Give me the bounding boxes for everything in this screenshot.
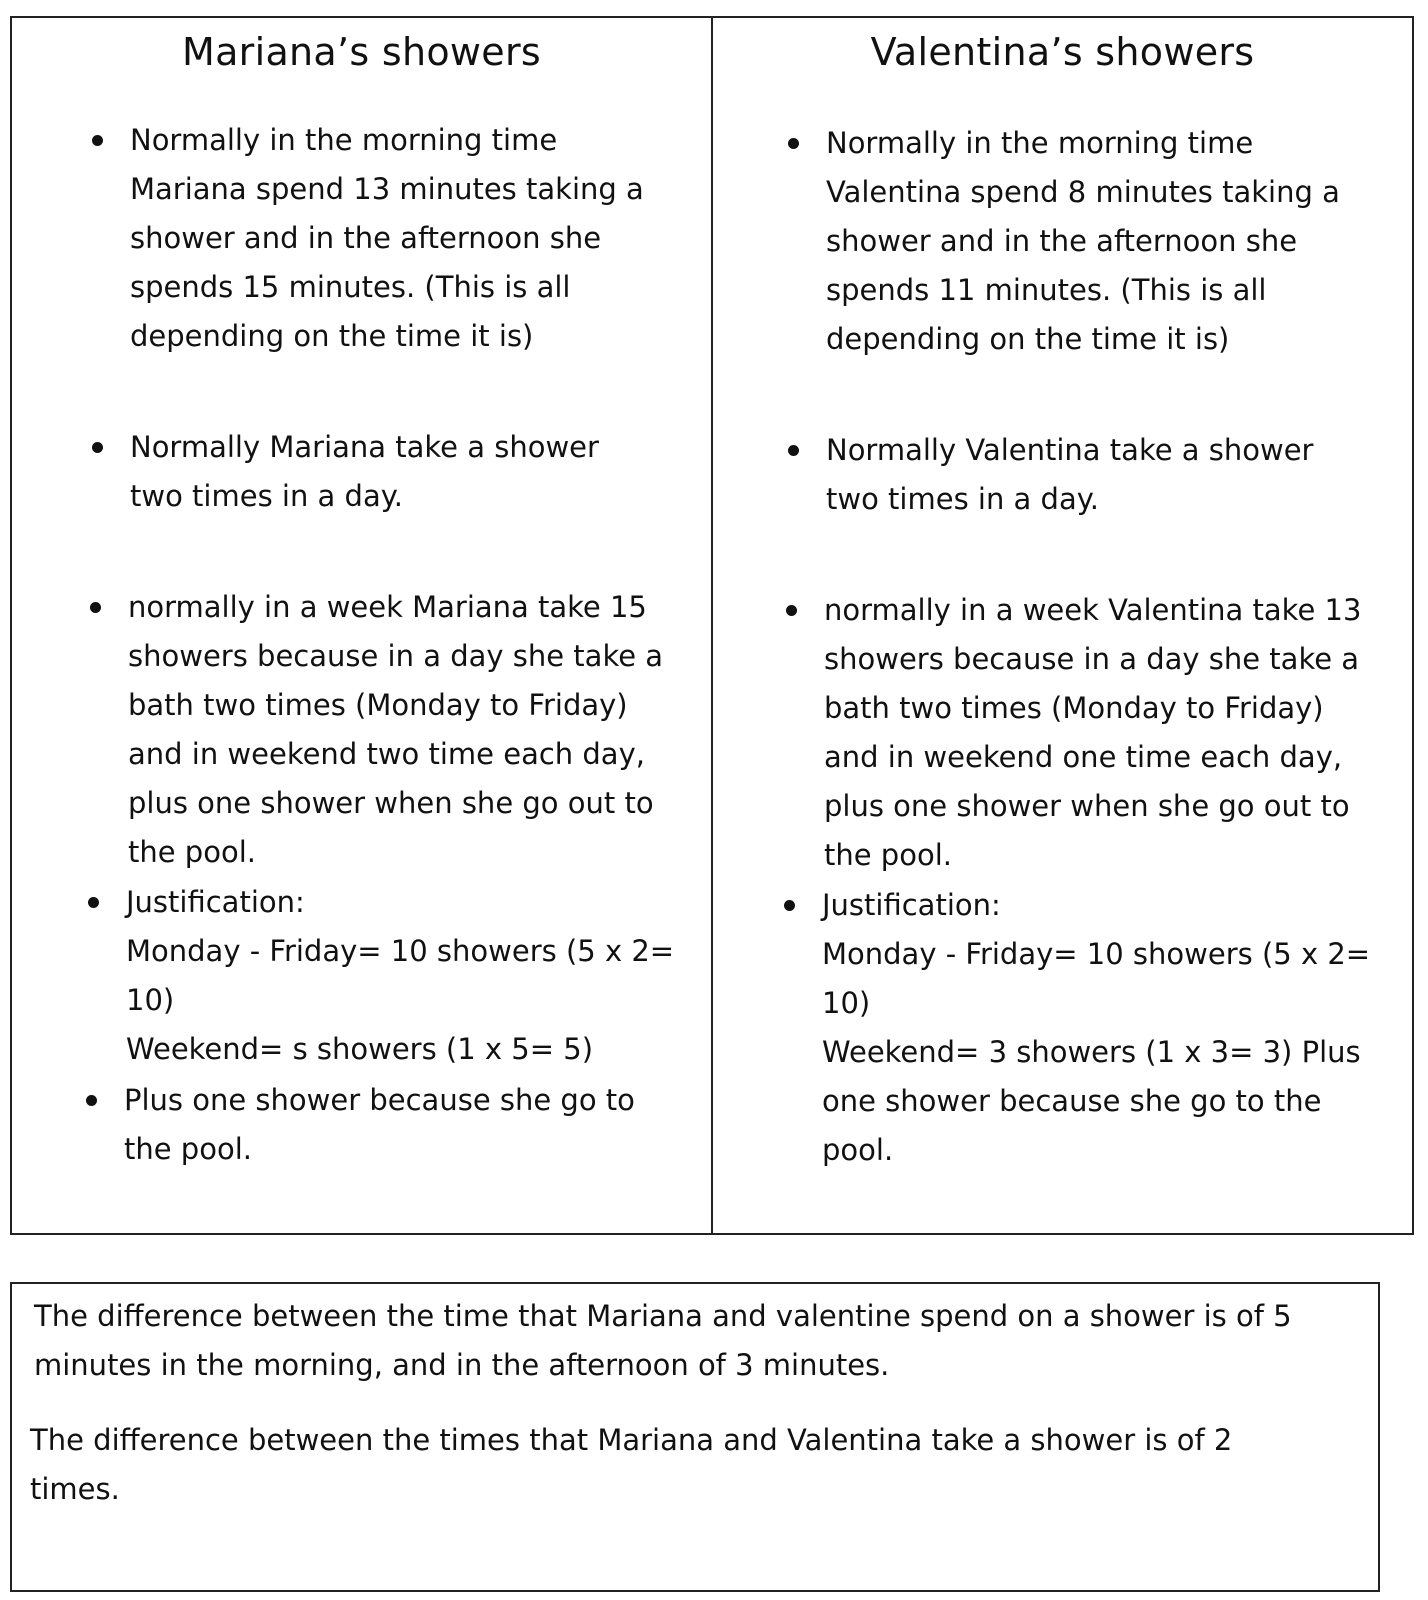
text-line: Mariana spend 13 minutes taking a — [130, 172, 644, 206]
text-line: Plus one shower because she go to — [124, 1083, 635, 1117]
valentina-bullet-times-per-day — [826, 426, 1313, 524]
comparison-table — [10, 16, 1414, 1235]
text-line: 10) — [126, 983, 175, 1017]
valentina-column — [713, 18, 1412, 1233]
text-line: Weekend= 3 showers (1 x 3= 3) Plus — [822, 1035, 1361, 1069]
mariana-bullet-justification — [126, 878, 674, 1074]
difference-box — [10, 1282, 1380, 1592]
text-line: one shower because she go to the — [822, 1084, 1322, 1118]
text-line: the pool. — [824, 838, 952, 872]
text-line: normally in a week Valentina take 13 — [824, 593, 1362, 627]
text-line: pool. — [822, 1133, 894, 1167]
text-line: Monday - Friday= 10 showers (5 x 2= — [822, 937, 1371, 971]
text-line: Normally Valentina take a shower — [826, 433, 1314, 467]
text-line: minutes in the morning, and in the afternoon of 3 minutes. — [34, 1348, 890, 1382]
text-line: shower and in the afternoon she — [130, 221, 602, 255]
text-line: Valentina spend 8 minutes taking a — [826, 175, 1340, 209]
text-line: times. — [30, 1472, 120, 1506]
difference-count-paragraph — [30, 1416, 1232, 1514]
mariana-bullet-times-per-day — [130, 423, 599, 521]
mariana-bullet-pool — [124, 1076, 635, 1174]
valentina-bullet-shower-duration — [826, 119, 1340, 364]
text-line: Normally Mariana take a shower — [130, 430, 599, 464]
text-line: The difference between the time that Mariana and valentine spend on a shower is of 5 — [34, 1299, 1292, 1333]
text-line: plus one shower when she go out to — [824, 789, 1350, 823]
text-line: 10) — [822, 986, 871, 1020]
valentina-title: Valentina’s showers — [870, 30, 1255, 74]
text-line: Monday - Friday= 10 showers (5 x 2= — [126, 934, 675, 968]
text-line: two times in a day. — [826, 482, 1099, 516]
text-line: Justification: — [126, 885, 305, 919]
valentina-bullet-justification — [822, 881, 1370, 1175]
text-line: showers because in a day she take a — [824, 642, 1360, 676]
text-line: depending on the time it is) — [826, 322, 1230, 356]
text-line: shower and in the afternoon she — [826, 224, 1298, 258]
text-line: Normally in the morning time — [826, 126, 1254, 160]
text-line: and in weekend one time each day, — [824, 740, 1343, 774]
text-line: Normally in the morning time — [130, 123, 558, 157]
text-line: showers because in a day she take a — [128, 639, 664, 673]
text-line: Justification: — [822, 888, 1001, 922]
valentina-bullet-weekly-showers — [824, 586, 1361, 880]
text-line: spends 11 minutes. (This is all — [826, 273, 1267, 307]
text-line: bath two times (Monday to Friday) — [128, 688, 628, 722]
text-line: The difference between the times that Mariana and Valentina take a shower is of 2 — [30, 1423, 1233, 1457]
text-line: Weekend= s showers (1 x 5= 5) — [126, 1032, 594, 1066]
text-line: spends 15 minutes. (This is all — [130, 270, 571, 304]
text-line: plus one shower when she go out to — [128, 786, 654, 820]
text-line: two times in a day. — [130, 479, 403, 513]
mariana-title: Mariana’s showers — [182, 30, 541, 74]
text-line: bath two times (Monday to Friday) — [824, 691, 1324, 725]
text-line: and in weekend two time each day, — [128, 737, 645, 771]
mariana-column — [12, 18, 713, 1233]
mariana-bullet-weekly-showers — [128, 583, 663, 877]
text-line: depending on the time it is) — [130, 319, 534, 353]
difference-duration-paragraph — [34, 1292, 1292, 1390]
text-line: normally in a week Mariana take 15 — [128, 590, 647, 624]
text-line: the pool. — [128, 835, 256, 869]
mariana-bullet-shower-duration — [130, 116, 644, 361]
text-line: the pool. — [124, 1132, 252, 1166]
